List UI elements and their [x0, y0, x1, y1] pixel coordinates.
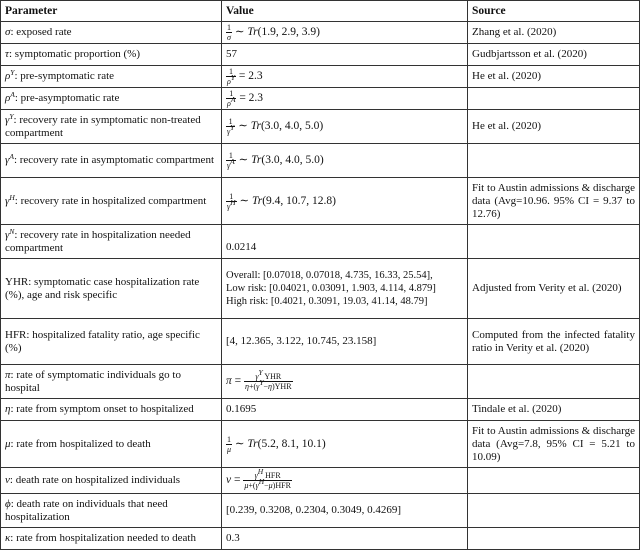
param-symbol: $\gamma^A$	[5, 152, 14, 166]
header-parameter: Parameter	[1, 1, 222, 22]
table-row	[1, 144, 640, 178]
value-line: High risk: [0.4021, 0.3091, 19.03, 41.14, 48.79]	[226, 296, 428, 307]
param-desc: : rate from symptom onset to hospitalized	[10, 403, 194, 415]
param-symbol: τ	[5, 48, 9, 60]
table-row	[1, 22, 640, 44]
value-cell: 0.0214	[222, 225, 468, 259]
source-cell: Fit to Austin admissions & discharge data (Avg=10.96. 95% CI = 9.37 to 12.76)	[468, 178, 640, 225]
param-symbol: $\rho^A$	[5, 90, 15, 104]
value-line: Overall: [0.07018, 0.07018, 4.735, 16.33, 25.54],	[226, 270, 433, 281]
table-row	[1, 468, 640, 494]
table-row	[1, 365, 640, 399]
parameter-cell	[1, 44, 222, 66]
value-cell: $\frac{1}{\mu}$ ∼ Tr(5.2, 8.1, 10.1)	[222, 421, 468, 468]
value-cell: $\frac{1}{\rho^Y}$ = 2.3	[222, 66, 468, 88]
param-symbol: $\gamma^N$	[5, 226, 15, 241]
param-desc: : exposed rate	[10, 26, 72, 38]
parameter-cell	[1, 494, 222, 528]
param-desc: : pre-symptomatic rate	[14, 70, 115, 82]
param-symbol: ν	[5, 474, 10, 486]
param-symbol: μ	[5, 437, 11, 450]
header-value: Value	[222, 1, 468, 22]
header-source: Source	[468, 1, 640, 22]
param-symbol: η	[5, 403, 11, 415]
value-cell: [0.239, 0.3208, 0.2304, 0.3049, 0.4269]	[222, 494, 468, 528]
parameter-cell: HFR: hospitalized fatality ratio, age specific (%)	[1, 319, 222, 365]
value-cell: $\frac{1}{\gamma^H}$ ∼ Tr(9.4, 10.7, 12.8)	[222, 178, 468, 225]
source-cell: He et al. (2020)	[468, 110, 640, 144]
param-symbol: $\gamma^H$	[5, 192, 15, 207]
value-cell: 0.1695	[222, 399, 468, 421]
source-cell: Fit to Austin admissions & discharge data (Avg=7.8, 95% CI = 5.21 to 10.09)	[468, 421, 640, 468]
value-cell: $\frac{1}{\rho^A}$ = 2.3	[222, 88, 468, 110]
value-cell: ν = $\frac{\gamma^H HFR}{\mu+(\gamma^H-\mu)HFR}$	[222, 468, 468, 494]
table-row	[1, 399, 640, 421]
value-line: Low risk: [0.04021, 0.03091, 1.903, 4.114, 4.879]	[226, 283, 436, 294]
parameter-cell	[1, 66, 222, 88]
parameter-cell	[1, 399, 222, 421]
source-cell	[468, 528, 640, 550]
param-desc: : rate of symptomatic individuals go to hospital	[5, 368, 181, 394]
table-row	[1, 494, 640, 528]
value-formula: $\frac{1}{\sigma}$	[227, 23, 231, 42]
source-cell: Tindale et al. (2020)	[468, 399, 640, 421]
param-symbol: σ	[5, 26, 11, 38]
param-desc: : recovery rate in asymptomatic compartment	[13, 154, 214, 166]
table-row	[1, 421, 640, 468]
source-cell	[468, 468, 640, 494]
table-row	[1, 528, 640, 550]
source-cell: Gudbjartsson et al. (2020)	[468, 44, 640, 66]
source-cell	[468, 365, 640, 399]
value-cell	[222, 259, 468, 319]
source-cell: Adjusted from Verity et al. (2020)	[468, 259, 640, 319]
parameter-cell	[1, 225, 222, 259]
source-cell: Zhang et al. (2020)	[468, 22, 640, 44]
value-cell: 0.3	[222, 528, 468, 550]
param-desc: : death rate on individuals that need hospitalization	[5, 497, 168, 523]
param-symbol: $\rho^Y$	[5, 68, 15, 82]
table-row	[1, 44, 640, 66]
table-row	[1, 110, 640, 144]
param-desc: : rate from hospitalization needed to death	[10, 532, 196, 544]
param-desc: : death rate on hospitalized individuals	[9, 474, 181, 486]
param-symbol: $\gamma^Y$	[5, 111, 14, 126]
param-desc: : pre-asymptomatic rate	[14, 92, 120, 104]
param-symbol: π	[5, 368, 11, 381]
source-cell: Computed from the infected fatality ratio in Verity et al. (2020)	[468, 319, 640, 365]
source-cell	[468, 88, 640, 110]
table-row	[1, 66, 640, 88]
value-cell: $\frac{1}{\sigma}$ ∼ Tr(1.9, 2.9, 3.9)	[222, 22, 468, 44]
parameter-cell	[1, 528, 222, 550]
table-row	[1, 225, 640, 259]
source-cell	[468, 494, 640, 528]
parameter-cell: YHR: symptomatic case hospitalization rate (%), age and risk specific	[1, 259, 222, 319]
value-cell: $\frac{1}{\gamma^A}$ ∼ Tr(3.0, 4.0, 5.0)	[222, 144, 468, 178]
table-row	[1, 88, 640, 110]
parameter-cell	[1, 468, 222, 494]
value-cell: $\frac{1}{\gamma^Y}$ ∼ Tr(3.0, 4.0, 5.0)	[222, 110, 468, 144]
table-row	[1, 319, 640, 365]
param-symbol: ϕ	[5, 497, 11, 510]
source-cell: He et al. (2020)	[468, 66, 640, 88]
param-desc: : symptomatic proportion (%)	[8, 48, 140, 60]
table-row	[1, 259, 640, 319]
parameter-cell	[1, 178, 222, 225]
parameter-cell	[1, 144, 222, 178]
parameter-cell	[1, 110, 222, 144]
parameter-cell	[1, 88, 222, 110]
parameter-cell	[1, 421, 222, 468]
source-cell	[468, 225, 640, 259]
param-desc: : recovery rate in symptomatic non-treated compartment	[5, 113, 201, 139]
param-desc: : rate from hospitalized to death	[10, 437, 151, 450]
parameter-cell	[1, 365, 222, 399]
value-cell: π = $\frac{\gamma^Y YHR}{\eta+(\gamma^Y-\eta)YHR}$	[222, 365, 468, 399]
table-row	[1, 178, 640, 225]
header-row	[1, 1, 640, 22]
param-desc: : recovery rate in hospitalized compartment	[14, 194, 207, 207]
param-symbol: κ	[5, 532, 11, 544]
param-desc: : recovery rate in hospitalization needed compartment	[5, 228, 191, 254]
value-cell: [4, 12.365, 3.122, 10.745, 23.158]	[222, 319, 468, 365]
value-cell: 57	[222, 44, 468, 66]
parameter-cell	[1, 22, 222, 44]
source-cell	[468, 144, 640, 178]
